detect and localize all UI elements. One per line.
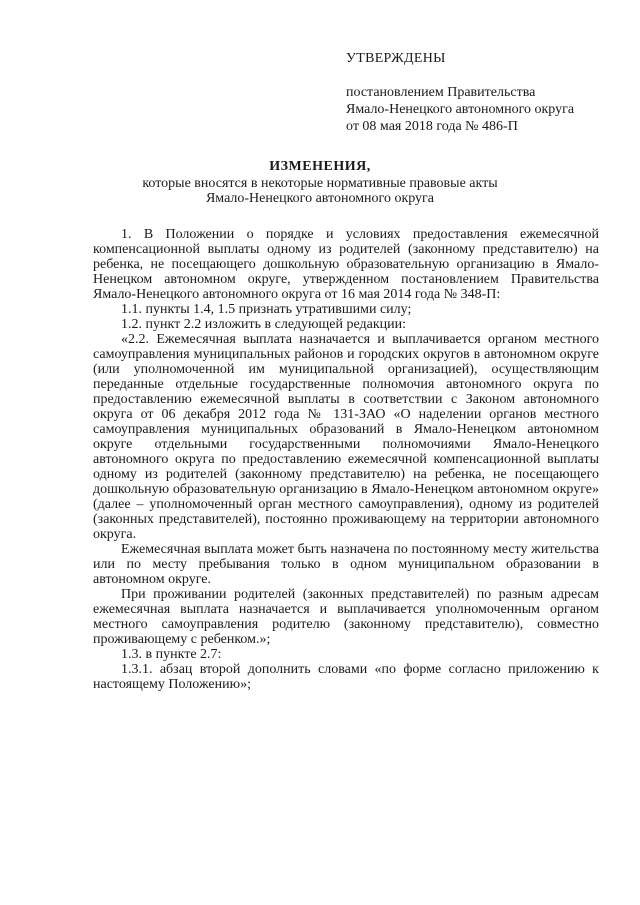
paragraph: 1.1. пункты 1.4, 1.5 признать утратившими силу; (121, 302, 412, 317)
document-body (93, 227, 599, 692)
paragraph: «2.2. Ежемесячная выплата назначается и выплачивается органом местного самоуправления муниципальных районов и городских округов в автономном округе (или уполномоченной им муниципальной организацией), осуществляющим переданные отдельные государственные полномочия автономного округа по предоставлению ежемесячной выплаты в соответствии с Законом автономного округа от 06 декабря 2012 года № 131-ЗАО «О наделении органов местного самоуправления муниципальных образований в Ямало-Ненецком автономном округе отдельными государственными полномочиями Ямало-Ненецкого автономного округа по предоставлению ежемесячной компенсационной выплаты одному из родителей (законному представителю) на ребенка, не посещающего дошкольную образовательную организацию в Ямало-Ненецком автономном округе» (далее – уполномоченный орган местного самоуправления), одному из родителей (законных представителей), постоянно проживающему на территории автономного округа. (93, 332, 599, 542)
document-title (0, 159, 640, 206)
paragraph: 1.2. пункт 2.2 изложить в следующей редакции: (121, 317, 406, 332)
approval-block (346, 50, 574, 135)
title-sub-line: которые вносятся в некоторые нормативные правовые акты (142, 176, 498, 191)
paragraph: 1.3.1. абзац второй дополнить словами «по форме согласно приложению к настоящему Положению»; (93, 662, 599, 692)
approval-line: от 08 мая 2018 года № 486-П (346, 119, 518, 134)
title-sub-line: Ямало-Ненецкого автономного округа (205, 191, 435, 206)
approval-line: постановлением Правительства (346, 85, 536, 100)
paragraph: 1. В Положении о порядке и условиях предоставления ежемесячной компенсационной выплаты одному из родителей (законному представителю) на ребенка, не посещающего дошкольную образовательную организацию в Ямало-Ненецком автономном округе, утвержденном постановлением Правительства Ямало-Ненецкого автономного округа от 16 мая 2014 года № 348-П: (93, 227, 599, 302)
paragraph: 1.3. в пункте 2.7: (121, 647, 222, 662)
approval-line: Ямало-Ненецкого автономного округа (346, 102, 575, 117)
title-main: ИЗМЕНЕНИЯ, (269, 159, 371, 174)
paragraph: При проживании родителей (законных представителей) по разным адресам ежемесячная выплата назначается и выплачивается уполномоченным органом местного самоуправления родителю (законному представителю), совместно проживающему с ребенком.»; (93, 587, 599, 647)
approved-label: УТВЕРЖДЕНЫ (346, 51, 446, 66)
paragraph: Ежемесячная выплата может быть назначена по постоянному месту жительства или по месту пребывания только в одном муниципальном образовании в автономном округе. (93, 542, 599, 587)
